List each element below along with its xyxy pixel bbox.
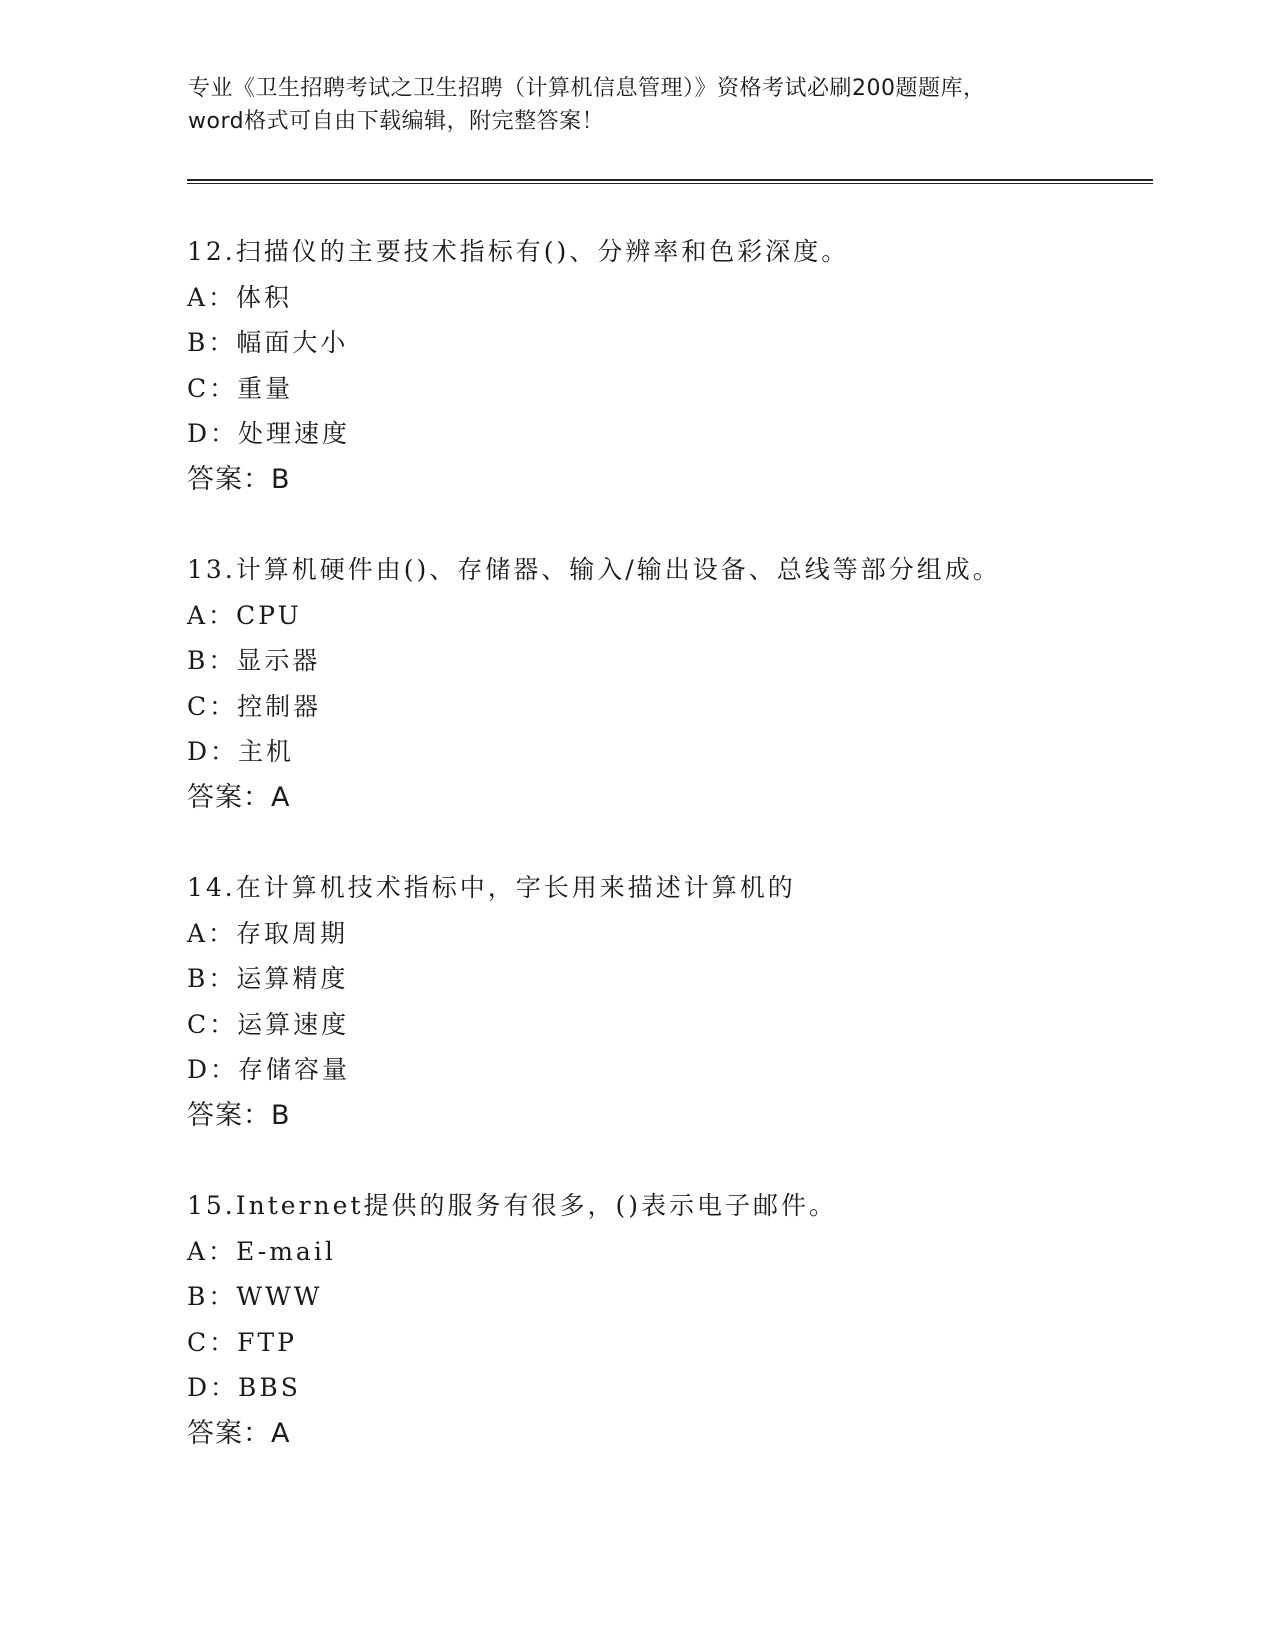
answer: 答案：B [187,1099,291,1131]
option-a: A：存取周期 [187,918,349,948]
option-c: C：运算速度 [187,1009,350,1039]
option-b: B：WWW [187,1282,323,1311]
answer: 答案：B [187,463,291,495]
option-b: B：运算精度 [187,964,349,993]
answer: 答案：A [187,781,291,813]
option-c: C：控制器 [187,691,322,721]
question-stem: 14.在计算机技术指标中，字长用来描述计算机的 [187,873,796,902]
question-stem: 15.Internet提供的服务有很多，()表示电子邮件。 [187,1191,837,1220]
option-a: A：CPU [187,600,302,630]
option-b: B：显示器 [187,646,321,675]
option-c: C：FTP [187,1327,297,1357]
header-line-1: 专业《卫生招聘考试之卫生招聘（计算机信息管理）》资格考试必刷200题题库， [188,76,986,101]
option-c: C：重量 [187,373,294,403]
option-a: A：体积 [187,282,293,312]
question-15 [187,1183,1147,1456]
question-12 [187,229,1147,502]
option-d: D：主机 [187,737,295,766]
option-d: D：存储容量 [187,1055,351,1084]
question-14 [187,865,1147,1138]
header-line-2: word格式可自由下载编辑，附完整答案！ [188,109,605,134]
question-stem: 12.扫描仪的主要技术指标有()、分辨率和色彩深度。 [187,237,850,266]
option-b: B：幅面大小 [187,328,349,357]
question-13 [187,547,1147,820]
option-d: D：处理速度 [187,419,351,448]
answer: 答案：A [187,1417,291,1449]
question-stem: 13.计算机硬件由()、存储器、输入/输出设备、总线等部分组成。 [187,555,1001,584]
document-header [188,72,1088,138]
header-divider [187,179,1153,184]
option-d: D：BBS [187,1373,301,1402]
option-a: A：E-mail [187,1236,336,1266]
